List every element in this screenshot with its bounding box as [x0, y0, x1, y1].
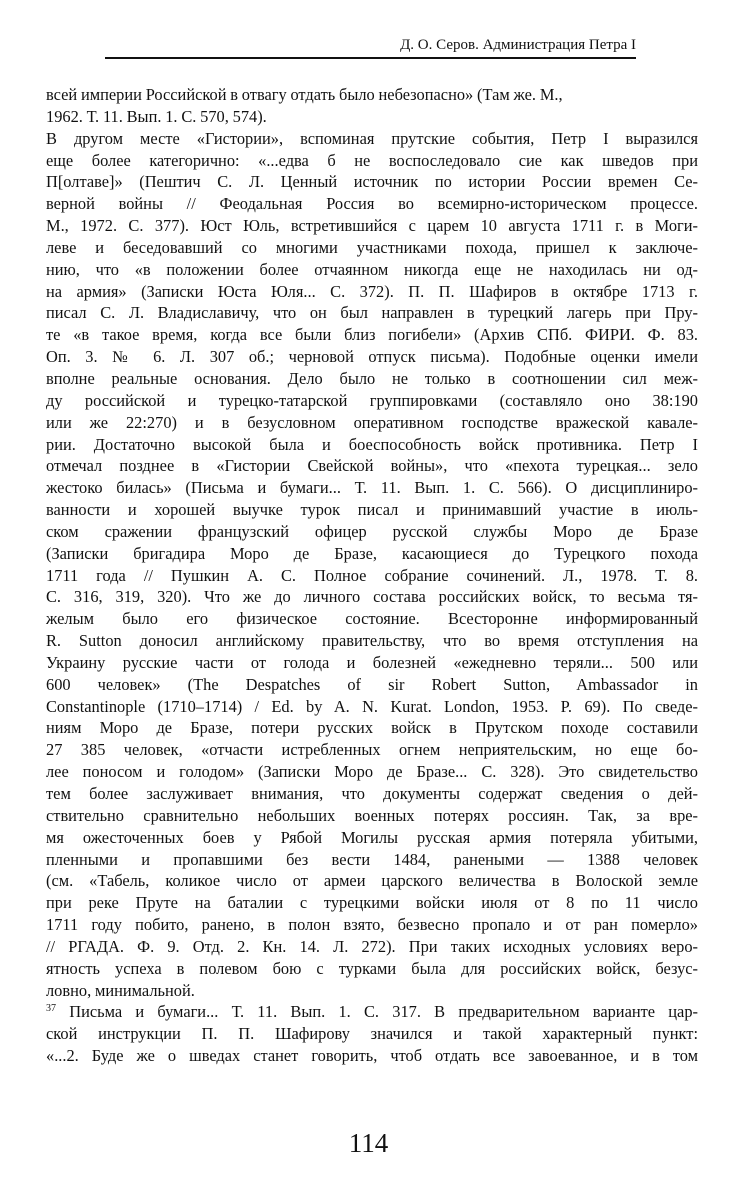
text-line — [46, 586, 698, 608]
text-line-content: вполне реальные основания. Дело было не только в соотношении сил меж- — [46, 368, 698, 388]
text-line-content: R. Sutton доносил английскому правительству, что во время отступления на — [46, 631, 698, 651]
text-line — [46, 805, 698, 827]
text-line — [46, 455, 698, 477]
text-line — [46, 980, 698, 1002]
text-line-content: ской инструкции П. П. Шафирову значился и такой характерный пункт: — [46, 1024, 698, 1044]
text-line — [46, 783, 698, 805]
text-line-content: 600 человек» (The Despatches of sir Robert Sutton, Ambassador in — [46, 674, 698, 694]
footnote-text-block — [46, 84, 698, 1067]
text-line-content: 1962. Т. 11. Вып. 1. С. 570, 574). — [46, 106, 267, 126]
text-line-content: при реке Пруте на баталии с турецкими войски июля от 8 по 11 число — [46, 893, 698, 913]
text-line — [46, 84, 698, 106]
text-line — [46, 106, 698, 128]
text-line — [46, 717, 698, 739]
text-line-content: рии. Достаточно высокой была и боеспособность войск противника. Петр I — [46, 434, 698, 454]
text-line — [46, 914, 698, 936]
text-line-content: нию, что «в положении более отчаянном никогда еще не находилась ни од- — [46, 259, 698, 279]
text-line — [46, 128, 698, 150]
text-line-content: (Записки бригадира Моро де Бразе, касающиеся до Турецкого похода — [46, 543, 698, 563]
text-line — [46, 958, 698, 980]
text-line-content: жестоко билась» (Письма и бумаги... Т. 11. Вып. 1. С. 566). О дисциплиниро- — [46, 478, 698, 498]
text-line-content: // РГАДА. Ф. 9. Отд. 2. Кн. 14. Л. 272). При таких исходных условиях веро- — [46, 936, 698, 956]
text-line-content: пленными и пропавшими без вести 1484, ранеными — 1388 человек — [46, 849, 698, 869]
text-line — [46, 171, 698, 193]
text-line-content: С. 316, 319, 320). Что же до личного состава российских войск, то весьма тя- — [46, 587, 698, 607]
text-line — [46, 368, 698, 390]
text-line — [46, 324, 698, 346]
header-rule — [105, 57, 636, 59]
text-line — [46, 696, 698, 718]
text-line-content: ванности и хорошей выучке турок писал и принимавший участие в июль- — [46, 500, 698, 520]
text-line-content: М., 1972. С. 377). Юст Юль, встретившийся с царем 10 августа 1711 г. в Моги- — [46, 216, 698, 236]
text-line-content: леве и беседовавший со многими участниками похода, пришел к заключе- — [46, 237, 698, 257]
text-line — [46, 870, 698, 892]
text-line-content: 27 385 человек, «отчасти истребленных огнем неприятельским, но еще бо- — [46, 740, 698, 760]
text-line — [46, 259, 698, 281]
text-line-content: ловно, минимальной. — [46, 980, 195, 1000]
text-line — [46, 215, 698, 237]
text-line — [46, 193, 698, 215]
text-line — [46, 565, 698, 587]
text-line — [46, 761, 698, 783]
text-line — [46, 630, 698, 652]
text-line-content: те «в такое время, когда все были близ погибели» (Архив СПб. ФИРИ. Ф. 83. — [46, 325, 698, 345]
text-line-content: верной войны // Феодальная Россия во всемирно-историческом процессе. — [46, 194, 698, 214]
text-line — [46, 412, 698, 434]
text-line — [46, 237, 698, 259]
text-line — [46, 936, 698, 958]
text-line-content: ском сражении французский офицер русской службы Моро де Бразе — [46, 521, 698, 541]
text-line — [46, 499, 698, 521]
text-line — [46, 827, 698, 849]
text-line-content: 1711 года // Пушкин А. С. Полное собрание сочинений. Л., 1978. Т. 8. — [46, 565, 698, 585]
text-line-content: (см. «Табель, коликое число от армеи царского величества в Волоской земле — [46, 871, 698, 891]
text-line-content: «...2. Буде же о шведах станет говорить, чтоб отдать все завоеванное, и в том — [46, 1046, 698, 1066]
text-line — [46, 674, 698, 696]
page-number: 114 — [348, 1128, 389, 1158]
text-line-content: Constantinople (1710–1714) / Ed. by A. N. Kurat. London, 1953. P. 69). По сведе- — [46, 696, 698, 716]
text-line — [46, 477, 698, 499]
text-line — [46, 346, 698, 368]
text-line — [46, 302, 698, 324]
text-line — [46, 608, 698, 630]
running-head: Д. О. Серов. Администрация Петра I — [400, 37, 636, 53]
text-line — [46, 652, 698, 674]
text-line — [46, 1001, 698, 1023]
text-line-content: писал С. Л. Владиславичу, что он был направлен в турецкий лагерь при Пру- — [46, 303, 698, 323]
text-line — [46, 281, 698, 303]
text-line-content: Письма и бумаги... Т. 11. Вып. 1. С. 317. В предварительном варианте цар- — [69, 1002, 698, 1022]
text-line-content: тем более заслуживает внимания, что документы содержат сведения о дей- — [46, 784, 698, 803]
text-line-content: лее поносом и голодом» (Записки Моро де Бразе... С. 328). Это свидетельство — [46, 762, 698, 782]
text-line — [46, 849, 698, 871]
text-line — [46, 390, 698, 412]
text-line-content: еще более категорично: «...едва б не воспоследовало сие как шведов при — [46, 150, 698, 170]
text-line-content: ятность успеха в полевом бою с турками была для российских войск, безус- — [46, 958, 698, 978]
text-line — [46, 543, 698, 565]
text-line-content: ду российской и турецко-татарской группировками (составляло оно 38:190 — [46, 390, 698, 410]
text-line-content: или же 22:270) и в безусловном оперативном господстве вражеской кавале- — [46, 412, 698, 432]
text-line-content: Украину русские части от голода и болезней «ежедневно теряли... 500 или — [46, 652, 698, 672]
text-line-content: мя ожесточенных боев у Рябой Могилы русская армия потеряла убитыми, — [46, 827, 698, 847]
text-line-content: отмечал позднее в «Гистории Свейской войны», что «пехота турецкая... зело — [46, 456, 698, 476]
text-line-content: всей империи Российской в отвагу отдать было небезопасно» (Там же. М., — [46, 85, 563, 104]
text-line-content: желым было его физическое состояние. Всесторонне информированный — [46, 609, 698, 629]
text-line-content: ствительно сравнительно небольших военных потерях россиян. Так, за вре- — [46, 805, 698, 825]
text-line — [46, 150, 698, 172]
text-line-content: П[олтаве]» (Пештич С. Л. Ценный источник по истории России времен Се- — [46, 172, 698, 192]
text-line — [46, 892, 698, 914]
text-line — [46, 1045, 698, 1067]
text-line-content: ниям Моро де Бразе, потери русских войск в Прутском походе составили — [46, 718, 698, 738]
text-line — [46, 1023, 698, 1045]
text-line — [46, 521, 698, 543]
text-line — [46, 434, 698, 456]
footnote-number: 37 — [46, 1003, 56, 1015]
text-line-content: Оп. 3. № 6. Л. 307 об.; черновой отпуск письма). Подобные оценки имели — [46, 347, 698, 367]
text-line-content: на армия» (Записки Юста Юля... С. 372). П. П. Шафиров в октябре 1713 г. — [46, 281, 698, 301]
text-line-content: В другом месте «Гистории», вспоминая прутские события, Петр I выразился — [46, 128, 698, 148]
text-line — [46, 739, 698, 761]
text-line-content: 1711 году побито, ранено, в полон взято, безвесно пропало и от ран померло» — [46, 915, 698, 935]
